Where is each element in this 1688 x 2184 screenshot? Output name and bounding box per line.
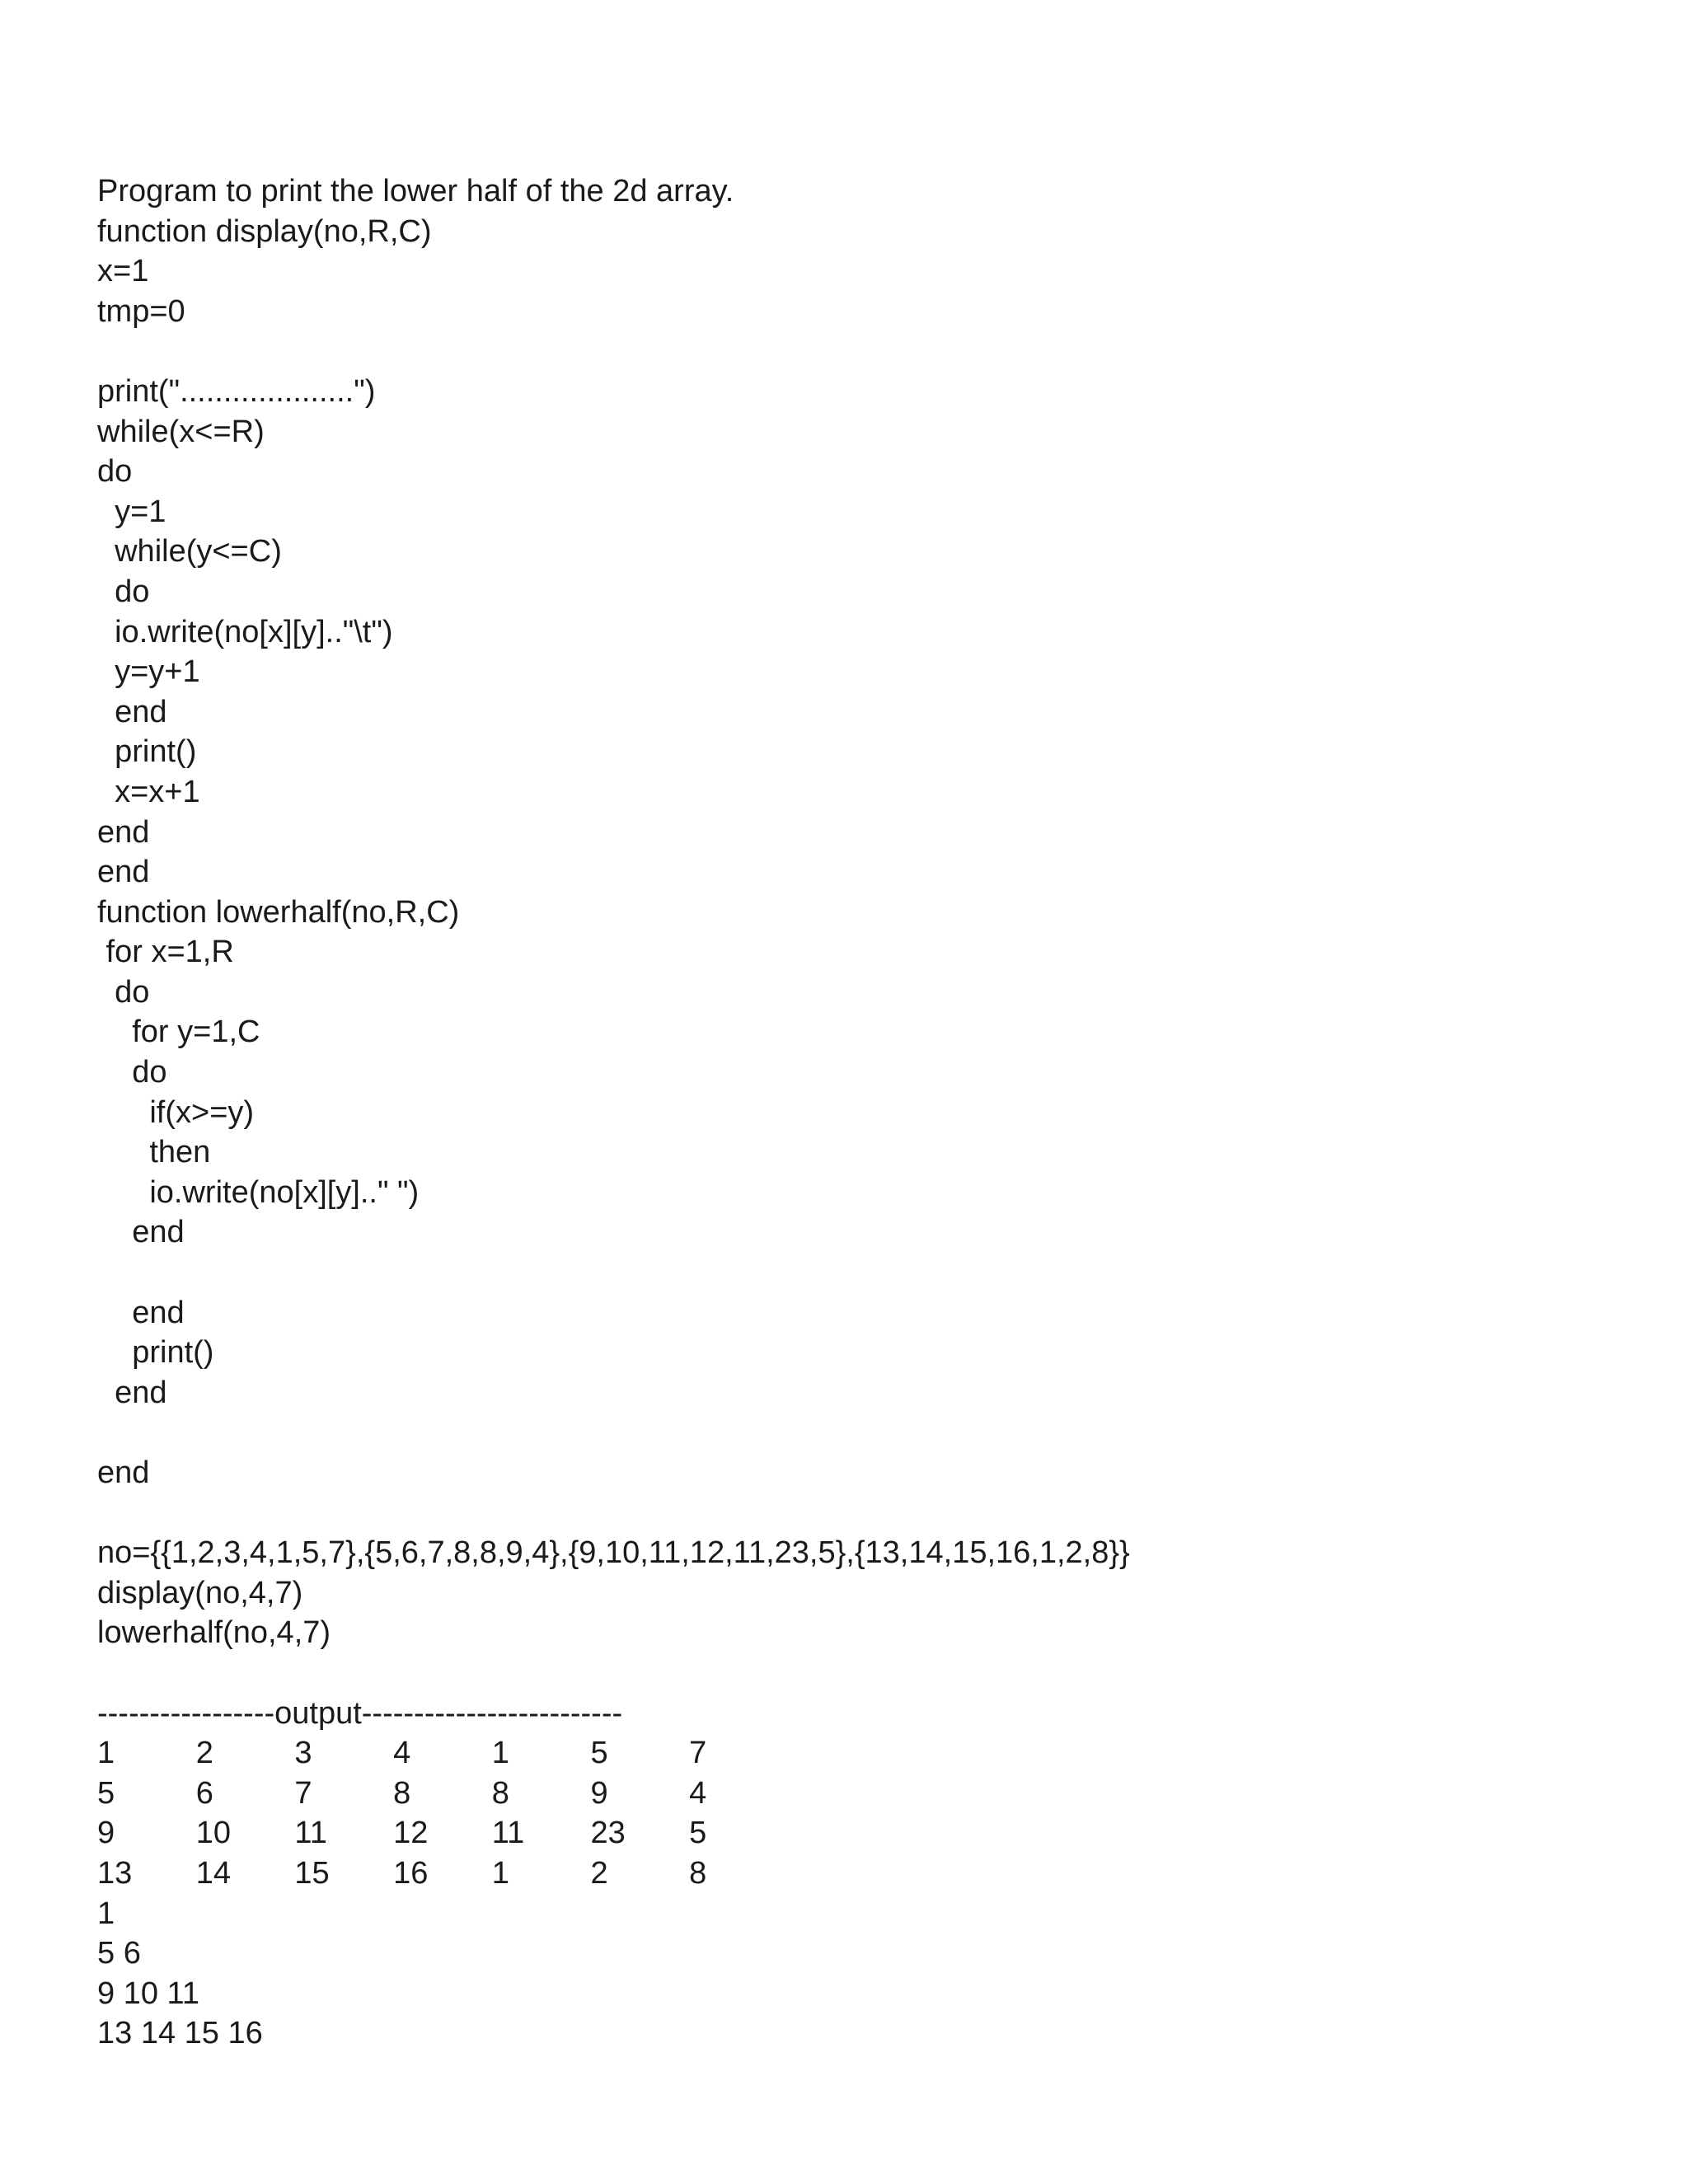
lower-half-line: 13 14 15 16 [97, 2016, 263, 2051]
output-cell: 7 [294, 1775, 312, 1811]
code-line: io.write(no[x][y].."\t") [97, 614, 393, 649]
output-cell: 10 [195, 1816, 231, 1851]
code-line: display(no,4,7) [97, 1575, 303, 1610]
output-cell: 5 [689, 1816, 707, 1851]
blank-line [97, 1413, 1647, 1453]
output-cell: 14 [195, 1855, 231, 1891]
output-row [97, 1813, 1647, 1854]
output-cell: 23 [590, 1816, 626, 1851]
output-cell: 11 [491, 1816, 525, 1851]
code-line: tmp=0 [97, 293, 185, 329]
output-cell: 8 [393, 1775, 411, 1811]
code-line: y=y+1 [97, 654, 200, 690]
output-cell: 6 [195, 1775, 213, 1811]
code-line: end [97, 814, 150, 850]
output-cell: 9 [97, 1816, 115, 1851]
output-row [97, 1854, 1647, 1894]
output-cell: 4 [393, 1736, 411, 1771]
output-cell: 5 [590, 1736, 608, 1771]
blank-line [97, 1653, 1647, 1694]
output-cell: 1 [491, 1855, 509, 1891]
code-line: do [97, 574, 150, 609]
output-row [97, 1733, 1647, 1774]
code-line: do [97, 454, 133, 490]
output-row [97, 1774, 1647, 1814]
document-body [97, 171, 1647, 2054]
code-line: lowerhalf(no,4,7) [97, 1615, 331, 1651]
output-cell: 15 [294, 1855, 330, 1891]
output-cell: 3 [294, 1736, 312, 1771]
code-line: end [97, 1455, 150, 1490]
code-line: x=x+1 [97, 774, 200, 809]
code-line: print() [97, 1335, 214, 1371]
code-line: y=1 [97, 494, 166, 529]
output-cell: 16 [393, 1855, 429, 1891]
output-cell: 2 [590, 1855, 608, 1891]
code-line: do [97, 1055, 167, 1090]
output-cell: 8 [689, 1855, 707, 1891]
lower-half-output [97, 1894, 1647, 2054]
code-line: x=1 [97, 254, 149, 289]
code-line: print("....................") [97, 373, 376, 409]
code-line: end [97, 694, 167, 729]
code-line: end [97, 1295, 185, 1330]
blank-line [97, 1493, 1647, 1534]
output-cell: 11 [294, 1816, 327, 1851]
lower-half-line: 1 [97, 1896, 115, 1931]
code-line: io.write(no[x][y].." ") [97, 1174, 420, 1210]
output-cell: 12 [393, 1816, 429, 1851]
blank-line [97, 1253, 1647, 1293]
lower-half-line: 9 10 11 [97, 1975, 199, 2011]
code-line: function display(no,R,C) [97, 213, 432, 249]
code-line: for y=1,C [97, 1015, 260, 1050]
code-line: no={{1,2,3,4,1,5,7},{5,6,7,8,8,9,4},{9,10,11,12,11,23,5},{13,14,15,16,1,2,8}} [97, 1535, 1130, 1571]
code-line: do [97, 974, 150, 1010]
code-line: while(x<=R) [97, 414, 265, 449]
code-line: end [97, 855, 150, 890]
output-divider: -----------------output------------------------- [97, 1695, 623, 1731]
code-line: if(x>=y) [97, 1094, 255, 1130]
code-listing [97, 171, 1647, 1733]
output-cell: 2 [195, 1736, 213, 1771]
code-line: print() [97, 734, 197, 770]
lower-half-line: 5 6 [97, 1936, 141, 1971]
code-line: then [97, 1135, 211, 1170]
code-line: end [97, 1215, 185, 1250]
output-cell: 1 [491, 1736, 509, 1771]
blank-line [97, 331, 1647, 372]
output-cell: 7 [689, 1736, 707, 1771]
output-cell: 1 [97, 1736, 115, 1771]
code-line: function lowerhalf(no,R,C) [97, 894, 460, 930]
output-table [97, 1733, 1647, 1893]
output-cell: 9 [590, 1775, 608, 1811]
output-cell: 8 [491, 1775, 509, 1811]
output-cell: 4 [689, 1775, 707, 1811]
output-cell: 13 [97, 1855, 133, 1891]
code-line: for x=1,R [97, 935, 234, 970]
code-line: end [97, 1375, 167, 1410]
code-line: while(y<=C) [97, 534, 282, 569]
document-title: Program to print the lower half of the 2d array. [97, 174, 734, 209]
output-cell: 5 [97, 1775, 115, 1811]
